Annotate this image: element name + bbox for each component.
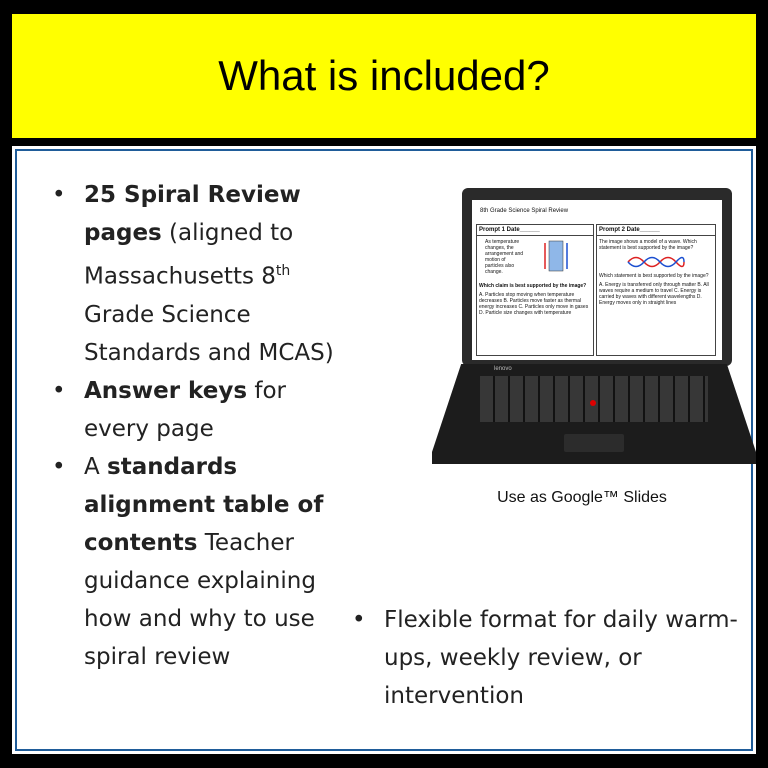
feature-answer-keys: • Answer keys for every page — [52, 372, 352, 448]
worksheet-title: 8th Grade Science Spiral Review — [480, 208, 569, 214]
prompt-2: Prompt 2 Date______ The image shows a model of a wave. Which statement is best supported by the image? Which statement is best supported by the image? A. Energy is transferred only through matter B. All waves require a medium to travel C. Energy is carried by waves with different wavelengths D. Energy moves only in straight lines — [596, 224, 716, 356]
laptop-image — [432, 188, 756, 470]
laptop-screen — [472, 200, 722, 360]
laptop-brand: lenovo — [494, 366, 512, 372]
laptop-screen-frame — [462, 188, 732, 366]
trackpoint-icon — [590, 400, 596, 406]
feature-list — [52, 176, 352, 676]
particle-diagram-icon — [541, 239, 571, 273]
title-banner — [12, 14, 756, 138]
prompt-1: Prompt 1 Date______ As temperature changes, the arrangement and motion of particles also change. Which claim is best supported by the image? A. Particles stop moving when temperature decreases B. Particles move faster as thermal energy increases C. Particles only move in gases D. Particle size changes with temperature — [476, 224, 594, 356]
content-panel — [12, 146, 756, 754]
wave-diagram-icon — [626, 253, 686, 271]
slides-caption: Use as Google™ Slides — [497, 489, 667, 506]
laptop-keyboard — [480, 376, 708, 422]
page-title: What is included? — [218, 52, 550, 99]
feature-spiral-review: • 25 Spiral Review pages (aligned to Massachusetts 8th Grade Science Standards and MCAS) — [52, 176, 352, 372]
laptop-trackpad — [564, 434, 624, 452]
feature-standards-table: • A standards alignment table of contents Teacher guidance explaining how and why to use spiral review — [52, 448, 352, 676]
feature-flexible-format: • Flexible format for daily warm-ups, weekly review, or intervention — [352, 601, 744, 715]
